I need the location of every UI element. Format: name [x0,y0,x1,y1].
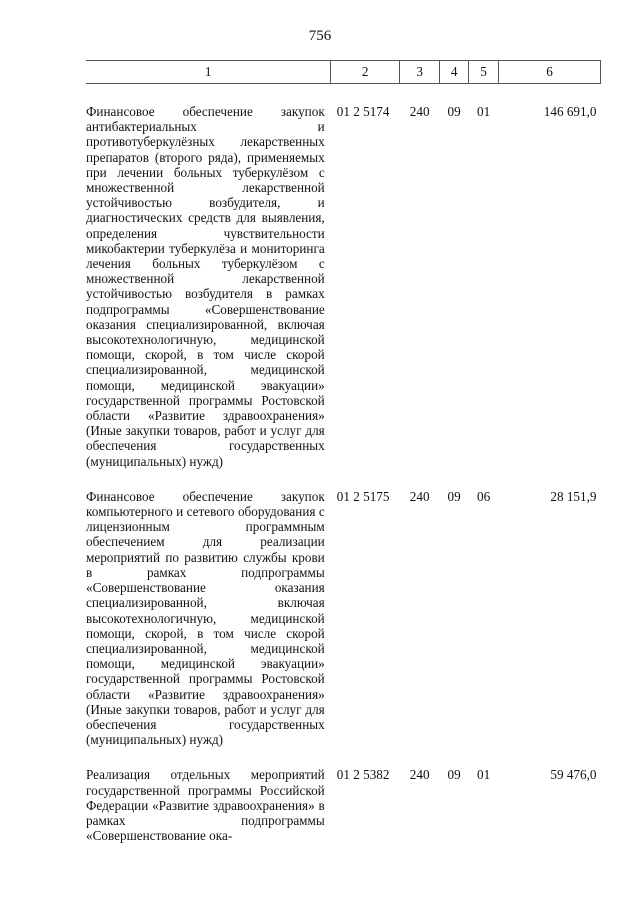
row-vr: 240 [409,488,430,504]
row-pr: 01 [476,767,491,783]
row-code: 01 2 5175 [336,488,390,504]
row-name: Финансовое обеспечение закупок антибактериальных и противотуберкулёзных лекарственных препаратов (второго ряда), применяемых при лечении больных туберкулёзом с множественной лекарственной устойчивостью возбудителя, и диагностических средств для выявления, определения чувствительности микобактерии туберкулёза и мониторинга лечения больных туберкулёзом с множественной лекарственной устойчивостью возбудителя в рамках подпрограммы «Совершенствование оказания специализированной, включая высокотехнологичную, медицинской помощи, скорой, в том числе скорой специализированной, медицинской помощи, медицинской эвакуации» государственной программы Ростовской области «Развитие здравоохранения» (Иные закупки товаров, работ и услуг для обеспечения государственных (муниципальных) нужд) [86,104,325,469]
row-rz: 09 [447,488,461,504]
row-rz: 09 [447,767,461,783]
row-amount: 59 476,0 [550,767,597,783]
table-header [86,61,601,84]
header-col-2: 2 [331,61,400,84]
row-code: 01 2 5174 [336,104,390,119]
header-col-4: 4 [440,61,469,84]
row-rz: 09 [447,104,461,119]
row-vr: 240 [409,767,430,783]
budget-table [86,60,601,843]
header-col-3: 3 [400,61,440,84]
row-code: 01 2 5382 [336,767,390,783]
row-vr: 240 [409,104,430,119]
header-col-1: 1 [86,61,331,84]
row-amount: 28 151,9 [550,488,597,504]
row-pr: 01 [476,104,491,119]
row-amount: 146 691,0 [543,104,597,119]
table-row [86,104,601,469]
page-number: 756 [308,28,332,44]
table-row [86,489,601,747]
table-row [86,767,601,843]
row-pr: 06 [476,488,491,504]
row-name: Финансовое обеспечение закупок компьютерного и сетевого оборудования с лицензионным программным обеспечением для реализации мероприятий по развитию службы крови в рамках подпрограммы «Совершенствование оказания специализированной, включая высокотехнологичную, медицинской помощи, скорой, в том числе скорой специализированной, медицинской помощи, медицинской эвакуации» государственной программы Ростовской области «Развитие здравоохранения» (Иные закупки товаров, работ и услуг для обеспечения государственных (муниципальных) нужд) [86,488,325,748]
header-col-5: 5 [469,61,499,84]
header-col-6: 6 [499,61,601,84]
row-name: Реализация отдельных мероприятий государственной программы Российской Федерации «Развитие здравоохранения» в рамках подпрограммы «Совершенствование ока- [86,767,325,844]
